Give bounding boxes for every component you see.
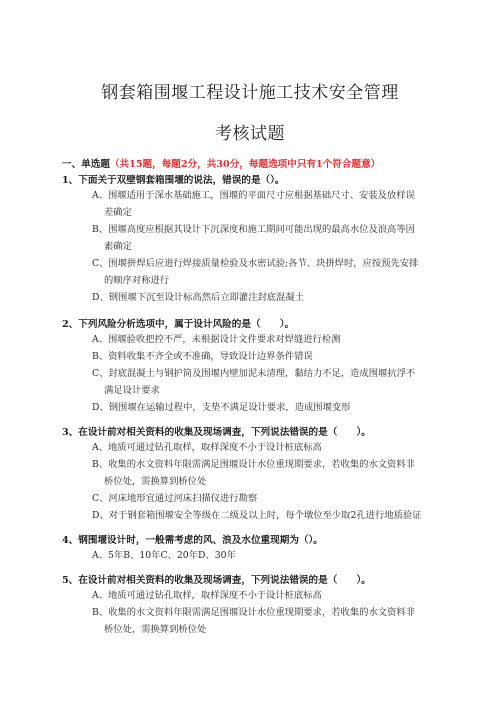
option-c: [92, 490, 452, 507]
option-b: [92, 221, 452, 255]
section-label: 一、单选题: [62, 159, 110, 170]
option-b: [92, 456, 452, 490]
option-d: [92, 399, 452, 416]
option-line: 的顺序对称进行: [104, 275, 170, 286]
option-line: 满足设计要求: [104, 385, 160, 396]
option-line: B、资料收集不齐全或不准确，导致设计边界条件错误: [92, 351, 313, 362]
document-title: 钢套箱围堰工程设计施工技术安全管理: [101, 83, 399, 103]
option-line: B、收集的水文资料年限需满足围堰设计水位重现期要求，若收集的水文资料非: [92, 459, 415, 470]
option-choices: [92, 547, 452, 564]
option-line: C、封底混凝土与钢护筒及围堰内壁加泥未清理，黏结力不足，造成围堰抗浮不: [92, 368, 416, 379]
section-note: （共15题，每题2分，共30分，每题选项中只有1个符合题意）: [109, 159, 381, 170]
section-heading: [62, 156, 380, 170]
option-line: A、5年B、10年C、20年D、30年: [92, 550, 236, 561]
question-stem: 2、下列风险分析选项中，属于设计风险的是（ ）。: [62, 319, 295, 330]
option-line: B、收集的水文资料年限需满足围堰设计水位重现期要求，若收集的水文资料非: [92, 607, 415, 618]
document-subtitle: 考核试题: [215, 124, 285, 144]
option-a: [92, 331, 452, 348]
option-b: [92, 604, 452, 638]
question-stem: 3、在设计前对相关资料的收集及现场调查，下列说法错误的是（ ）。: [62, 427, 371, 438]
option-line: A、围堰适用于深水基础施工，围堰的平面尺寸应根据基础尺寸、安装及放样误: [92, 190, 415, 201]
option-d: [92, 507, 452, 524]
option-line: B、围堰高度应根据其设计下沉深度和施工期间可能出现的最高水位及浪高等因: [92, 224, 415, 235]
option-b: [92, 348, 452, 365]
option-line: A、地质可通过钻孔取样，取样深度不小于设计桩底标高: [92, 442, 322, 453]
option-line: D、对于钢套箱围堰安全等级在二级及以上时，每个墩位至少取2孔进行地质验证: [92, 510, 422, 521]
option-c: [92, 255, 452, 289]
option-a: [92, 587, 452, 604]
question-stem: 4、钢围堰设计时，一般需考虑的风、浪及水位重现期为（）。: [62, 535, 323, 546]
option-d: [92, 289, 452, 306]
option-line: 素确定: [104, 241, 132, 252]
option-line: D、钢围堰下沉至设计标高然后立即灌注封底混凝土: [92, 292, 304, 303]
option-a: [92, 439, 452, 456]
option-line: C、围堰拼焊后应进行焊接质量检验及水密试验;各节、块拼焊时，应按预先安排: [92, 258, 419, 269]
option-line: D、钢围堰在运输过程中，支垫不满足设计要求，造成围堰变形: [92, 402, 351, 413]
option-a: [92, 187, 452, 221]
option-line: A、地质可通过钻孔取样，取样深度不小于设计桩底标高: [92, 590, 322, 601]
option-c: [92, 365, 452, 399]
option-line: 桥位处，需换算到桥位处: [104, 624, 207, 635]
option-line: C、河床地形宜通过河床扫描仪进行勘察: [92, 493, 258, 504]
option-line: 差确定: [104, 207, 132, 218]
option-line: A、围堰验收把控不严，未根据设计文件要求对焊缝进行检测: [92, 334, 341, 345]
question-stem: 5、在设计前对相关资料的收集及现场调查，下列说法错误的是（ ）。: [62, 575, 371, 586]
question-stem: 1、下面关于双壁钢套箱围堰的说法，错误的是（）。: [62, 175, 285, 186]
option-line: 桥位处，需换算到桥位处: [104, 476, 207, 487]
